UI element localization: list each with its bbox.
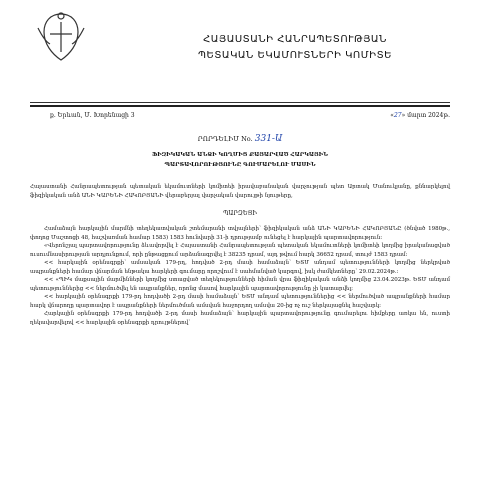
order-number-prefix: No. — [241, 135, 253, 143]
order-label: ՐՈՐԴԵԼԻՄ — [197, 135, 240, 143]
agency-line-1: ՀԱՅԱՍՏԱՆԻ ՀԱՆՐԱՊԵՏՈՒԹՅԱՆ — [203, 34, 387, 45]
subject-line-1: ՖԻԶԻԿԱԿԱՆ ԱՆՁԻ ԿՈՂՄԻՑ ՔԱՅԱՐՎԱԾ ՀԱՐԿԱՅԻՆ — [151, 152, 329, 158]
order-subject — [0, 150, 480, 170]
body-paragraph: «Վերոնշյալ պարտավորությունը ձևավորվել է Հայաստանի Հանրապետության պետական եկամուտների կոմիտեի կողմից իրականացված ուսումնասիրության արդյունքում, որի ընթացքում արձանագրվել է 38235 դրամ, այդ թվում հարկ 36652 դրամ, տույժ 1583 դրամ: — [30, 243, 450, 258]
header-rule-thick — [30, 105, 450, 107]
body-paragraph: Հարկային օրենսգրքի 179-րդ հոդվածի 2-րդ մասի համաձայն՝ հարկային պարտավորությունը գումարելու հիմքերը առկա են, ուստի ղեկավարվելով << հարկային օրենսգրքի դրույթներով՝ — [30, 311, 450, 326]
body-paragraph: << «ՊԻԿ մաքսային մարմինների կողմից ստացված տեղեկությունների հիման վրա ֆիզիկական անձի կողմից 23.04.2023թ. ԵՏՄ անդամ պետություններից << ներմուծվել են ապրանքներ, որոնց մասով հարկային պարտավորությունը չի կատարվել: — [30, 277, 450, 292]
decree-label: ՊԱՐԶԵՑԻ — [223, 210, 257, 217]
agency-line-2: ՊԵՏԱԿԱՆ ԵԿԱՄՈՒՏՆԵՐԻ ԿՈՄԻՏԵ — [198, 50, 392, 61]
document-date: «27» մարտ 2024թ. — [390, 112, 450, 119]
agency-name — [160, 32, 430, 64]
date-day: 27 — [393, 112, 402, 119]
address: ք. Երևան, Մ. Խորենացի 3 — [50, 112, 135, 119]
coat-of-arms-emblem — [32, 8, 90, 66]
order-title — [0, 134, 480, 144]
date-rest: մարտ 2024թ. — [407, 112, 450, 119]
subject-line-2: ՊԱՐՏԱՎՈՐՈՒԹՅՈՒՆԸ ԳՈՒՄԱՐԵԼՈՒ ՄԱՍԻՆ — [164, 162, 316, 168]
body-paragraph: Համաձայն հարկային մարմնի տեղեկատվական շտեմարանի տվյալների՝ ֆիզիկական անձ ԱՆԻ ԿԱՐԵՆԻ ՀԱԿՈԲՅԱՆԸ (ծնված 1980թ., փողոց Մաշտոցի 48, հաշվառման համար 1583) 1583 հունվարի 31-ի դրությամբ ունեցել է հարկային պարտավորություն: — [30, 226, 450, 241]
body-paragraph: << հարկային օրենսգրքի՝ ամսական 179-րդ, հոդված 2-րդ մասի համաձայն՝ ԵՏՄ անդամ պետությունների կողմից ներկրված ապրանքների համար վճարման ենթակա հարկերի գումարը որոշվում է սահմանված կարգով, իսկ ժամկետները՝ 29.02.2024թ.: — [30, 260, 450, 275]
order-number: 331-Ա — [254, 134, 283, 144]
document-body — [30, 225, 450, 327]
intro-paragraph: Հայաստանի Հանրապետության պետական եկամուտների կոմիտեի իրավաբանական վարչության պետ Արտակ Մանուկյանը, քննարկելով ֆիզիկական անձ ԱՆԻ ԿԱՐԵՆԻ ՀԱԿՈԲՅԱՆԻ վերաբերյալ վարչական վարույթի նյութերը, — [30, 184, 450, 199]
body-paragraph: << հարկային օրենսգրքի 179-րդ հոդվածի 2-րդ մասի համաձայն՝ ԵՏՄ անդամ պետություններից << ներմուծված ապրանքների համար հարկ վճարողը պարտավոր է ապրանքների ներմուծման ամսվան հաջորդող ամսվա 20-ից ոչ ուշ ներկայացնել հաշվարկ: — [30, 294, 450, 309]
header-rule-thin — [30, 102, 450, 103]
